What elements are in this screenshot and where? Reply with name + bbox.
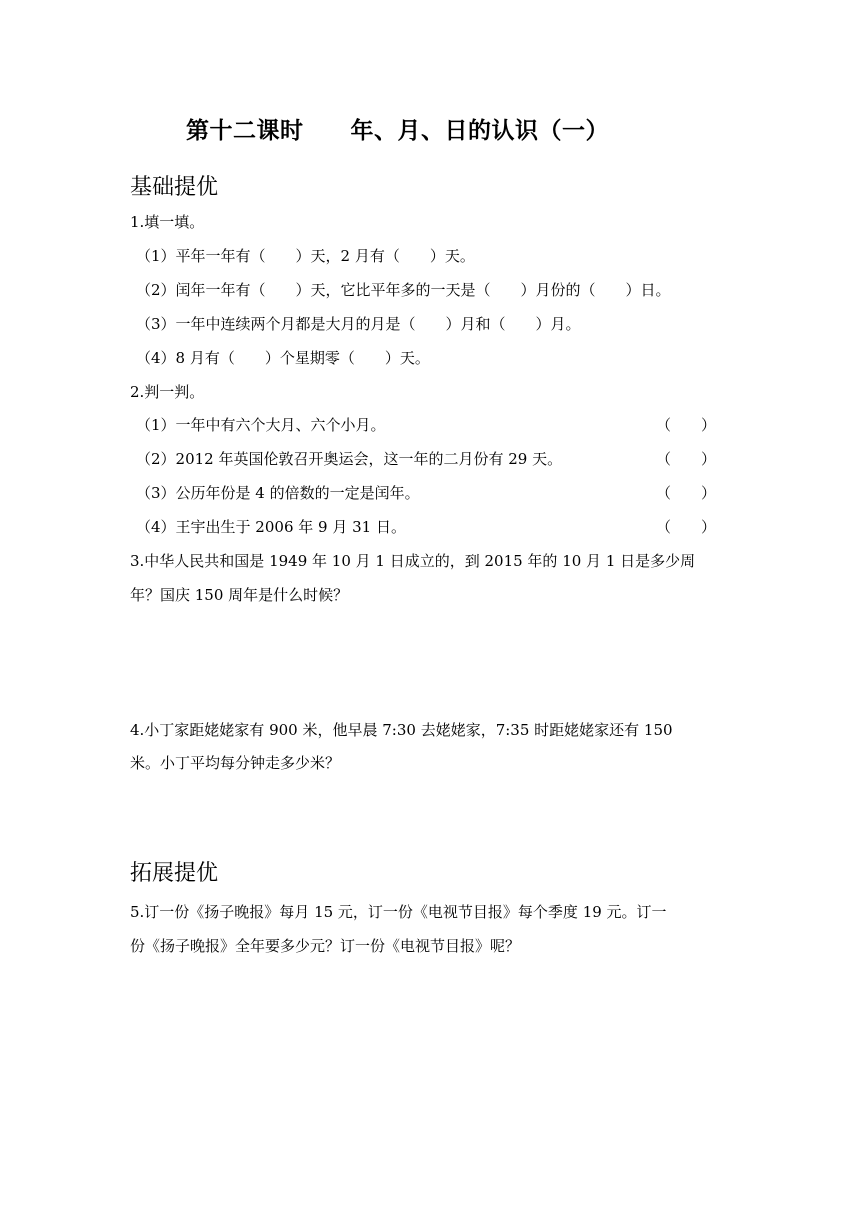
section-basic-heading: 基础提优 <box>130 175 219 200</box>
q4-line-2: 米。小丁平均每分钟走多少米？ <box>130 754 341 772</box>
q1-heading: 1.填一填。 <box>130 213 205 231</box>
q3-line-1: 3.中华人民共和国是 1949 年 10 月 1 日成立的，到 2015 年的 10 月 1 日是多少周 <box>130 552 696 570</box>
q3-line-2: 年？国庆 150 周年是什么时候？ <box>130 586 349 604</box>
q2-item-1: （1）一年中有六个大月、六个小月。 <box>136 416 386 434</box>
q2-answer-bracket-3: （ ） <box>656 484 717 502</box>
q2-heading: 2.判一判。 <box>130 383 205 401</box>
q1-item-3: （3）一年中连续两个月都是大月的月是（ ）月和（ ）月。 <box>136 315 581 333</box>
q2-item-2: （2）2012 年英国伦敦召开奥运会，这一年的二月份有 29 天。 <box>136 450 563 468</box>
q2-answer-bracket-4: （ ） <box>656 518 717 536</box>
q4-line-1: 4.小丁家距姥姥家有 900 米，他早晨 7:30 去姥姥家，7:35 时距姥姥家还有 150 <box>130 721 673 739</box>
page-title: 第十二课时 年、月、日的认识（一） <box>186 118 609 144</box>
section-extend-heading: 拓展提优 <box>130 861 219 886</box>
q2-item-4: （4）王宇出生于 2006 年 9 月 31 日。 <box>136 518 406 536</box>
q2-answer-bracket-2: （ ） <box>656 450 717 468</box>
q5-line-1: 5.订一份《扬子晚报》每月 15 元，订一份《电视节目报》每个季度 19 元。订一 <box>130 903 667 921</box>
q1-item-1: （1）平年一年有（ ）天，2 月有（ ）天。 <box>136 247 475 265</box>
q2-answer-bracket-1: （ ） <box>656 416 717 434</box>
q5-line-2: 份《扬子晚报》全年要多少元？订一份《电视节目报》呢？ <box>130 937 521 955</box>
q1-item-2: （2）闰年一年有（ ）天，它比平年多的一天是（ ）月份的（ ）日。 <box>136 281 671 299</box>
q2-item-3: （3）公历年份是 4 的倍数的一定是闰年。 <box>136 484 420 502</box>
q1-item-4: （4）8 月有（ ）个星期零（ ）天。 <box>136 349 430 367</box>
